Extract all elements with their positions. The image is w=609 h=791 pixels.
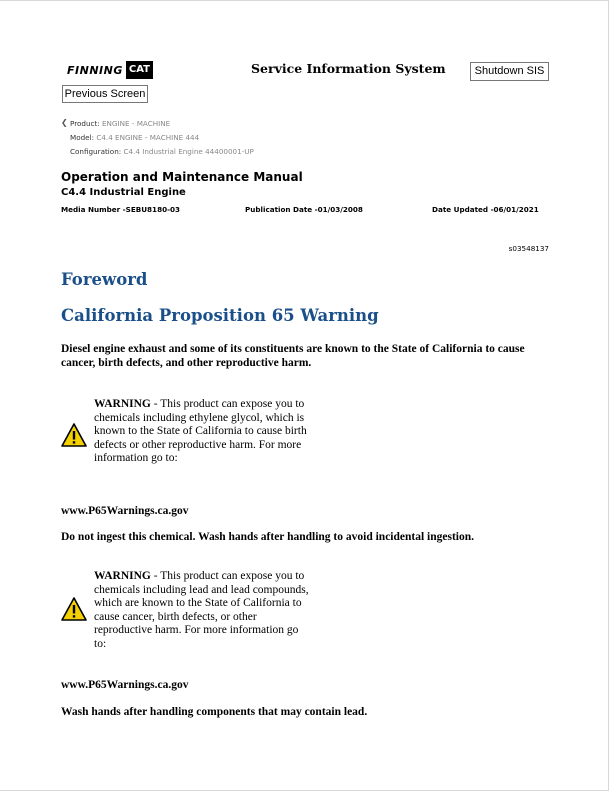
product-value: ENGINE - MACHINE xyxy=(102,119,171,128)
model-value: C4.4 ENGINE - MACHINE 444 xyxy=(96,133,200,142)
heading-foreword: Foreword xyxy=(61,270,148,289)
manual-title: Operation and Maintenance Manual xyxy=(61,170,303,184)
p65-url-2[interactable]: www.P65Warnings.ca.gov xyxy=(61,679,189,691)
date-updated: Date Updated -06/01/2021 xyxy=(432,205,539,214)
warning-block-2 xyxy=(61,570,321,655)
system-title: Service Information System xyxy=(251,61,446,76)
product-label: Product: xyxy=(70,119,100,128)
heading-prop65: California Proposition 65 Warning xyxy=(61,306,379,325)
product-line xyxy=(70,119,170,128)
p65-url-1[interactable]: www.P65Warnings.ca.gov xyxy=(61,505,189,517)
warning-1-text xyxy=(94,398,309,466)
top-border xyxy=(0,0,609,1)
warning-2-body: - This product can expose you to chemicals including lead and lead compounds, which are known to the State of California to cause cancer, birth defects, or other reproductive harm. For more information go to: xyxy=(94,570,309,650)
manual-subtitle: C4.4 Industrial Engine xyxy=(61,187,186,198)
warning-block-1 xyxy=(61,398,321,478)
warning-triangle-icon xyxy=(61,597,87,621)
document-id: s03548137 xyxy=(508,244,549,253)
publication-date: Publication Date -01/03/2008 xyxy=(245,205,363,214)
previous-screen-button[interactable]: Previous Screen xyxy=(62,85,148,103)
wash-paragraph: Wash hands after handling components that may contain lead. xyxy=(61,706,368,718)
warning-1-body: - This product can expose you to chemicals including ethylene glycol, which is known to the State of California to cause birth defects or other reproductive harm. For more information go to: xyxy=(94,398,307,465)
logo-text: FINNING xyxy=(67,63,123,77)
finning-cat-logo xyxy=(67,60,156,80)
warning-triangle-icon xyxy=(61,423,87,447)
back-chevron-icon[interactable]: ❮ xyxy=(61,118,68,127)
warning-2-text xyxy=(94,570,309,652)
configuration-value: C4.4 Industrial Engine 44400001-UP xyxy=(123,147,254,156)
intro-paragraph: Diesel engine exhaust and some of its constituents are known to the State of California to cause cancer, birth defects, and other reproductive harm. xyxy=(61,343,525,369)
logo-badge: CAT xyxy=(126,61,153,79)
media-number: Media Number -SEBU8180-03 xyxy=(61,205,181,214)
configuration-line xyxy=(70,147,254,156)
warning-2-label: WARNING xyxy=(94,570,151,582)
warning-1-label: WARNING xyxy=(94,398,151,410)
shutdown-sis-button[interactable]: Shutdown SIS xyxy=(470,62,549,81)
configuration-label: Configuration: xyxy=(70,147,122,156)
model-label: Model: xyxy=(70,133,95,142)
ingest-paragraph: Do not ingest this chemical. Wash hands after handling to avoid incidental ingestion. xyxy=(61,531,475,543)
model-line xyxy=(70,133,199,142)
